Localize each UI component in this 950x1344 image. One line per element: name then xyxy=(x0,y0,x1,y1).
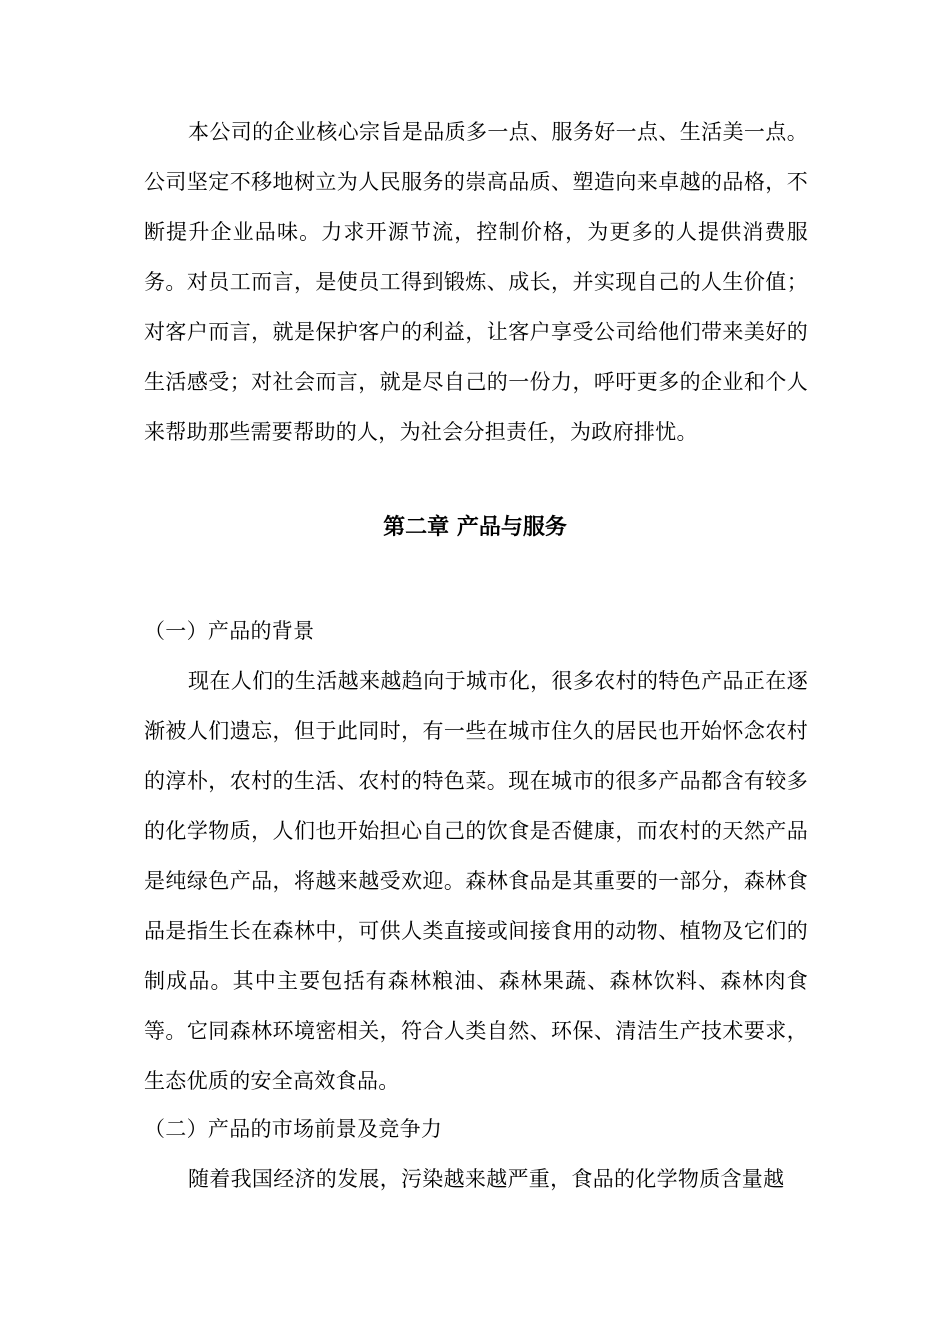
intro-paragraph: 本公司的企业核心宗旨是品质多一点、服务好一点、生活美一点。公司坚定不移地树立为人民服务的崇高品质、塑造向来卓越的品格，不断提升企业品味。力求开源节流，控制价格，为更多的人提供消费服务。对员工而言，是使员工得到锻炼、成长，并实现自己的人生价值；对客户而言，就是保护客户的利益，让客户享受公司给他们带来美好的生活感受；对社会而言，就是尽自己的一份力，呼吁更多的企业和个人来帮助那些需要帮助的人，为社会分担责任，为政府排忧。 xyxy=(144,120,808,444)
chapter-title: 第二章 产品与服务 xyxy=(383,515,567,540)
section-title-background: （一）产品的背景 xyxy=(144,619,315,643)
section-title-market: （二）产品的市场前景及竞争力 xyxy=(144,1117,443,1141)
market-paragraph: 随着我国经济的发展，污染越来越严重，食品的化学物质含量越 xyxy=(188,1167,785,1191)
background-paragraph: 现在人们的生活越来越趋向于城市化，很多农村的特色产品正在逐渐被人们遗忘，但于此同时，有一些在城市住久的居民也开始怀念农村的淳朴，农村的生活、农村的特色菜。现在城市的很多产品都含有较多的化学物质，人们也开始担心自己的饮食是否健康，而农村的天然产品是纯绿色产品，将越来越受欢迎。森林食品是其重要的一部分，森林食品是指生长在森林中，可供人类直接或间接食用的动物、植物及它们的制成品。其中主要包括有森林粮油、森林果蔬、森林饮料、森林肉食等。它同森林环境密相关，符合人类自然、环保、清洁生产技术要求，生态优质的安全高效食品。 xyxy=(144,669,808,1093)
